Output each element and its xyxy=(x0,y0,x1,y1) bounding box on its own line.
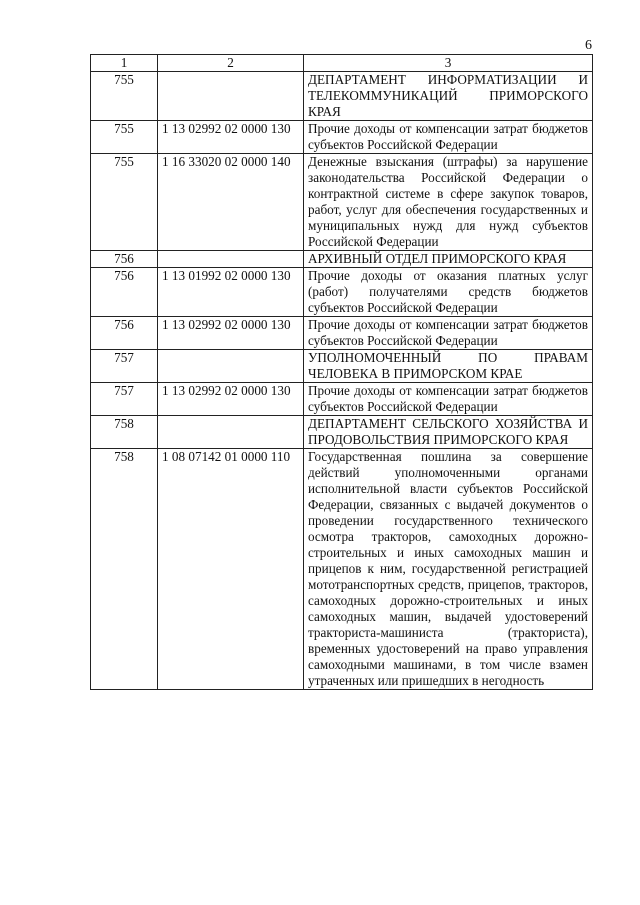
department-heading-cell: АРХИВНЫЙ ОТДЕЛ ПРИМОРСКОГО КРАЯ xyxy=(304,251,593,268)
description-cell: Прочие доходы от компенсации затрат бюджетов субъектов Российской Федерации xyxy=(304,383,593,416)
admin-code-cell: 756 xyxy=(91,317,158,350)
department-heading-cell: УПОЛНОМОЧЕННЫЙ ПО ПРАВАМ ЧЕЛОВЕКА В ПРИМОРСКОМ КРАЕ xyxy=(304,350,593,383)
column-header-description: 3 xyxy=(304,55,593,72)
description-cell: Прочие доходы от компенсации затрат бюджетов субъектов Российской Федерации xyxy=(304,317,593,350)
budget-code-cell xyxy=(158,72,304,121)
table-row xyxy=(91,268,593,317)
admin-code-cell: 755 xyxy=(91,154,158,251)
table-row xyxy=(91,154,593,251)
admin-code-cell: 758 xyxy=(91,449,158,690)
table-row xyxy=(91,383,593,416)
budget-classification-table xyxy=(90,54,593,690)
page-number: 6 xyxy=(585,38,592,53)
admin-code-cell: 755 xyxy=(91,121,158,154)
column-header-code: 2 xyxy=(158,55,304,72)
admin-code-cell: 757 xyxy=(91,383,158,416)
admin-code-cell: 756 xyxy=(91,268,158,317)
table-row xyxy=(91,416,593,449)
budget-code-cell xyxy=(158,416,304,449)
description-cell: Денежные взыскания (штрафы) за нарушение законодательства Российской Федерации о контрактной системе в сфере закупок товаров, работ, услуг для обеспечения государственных и муниципальных нужд для нужд субъектов Российской Федерации xyxy=(304,154,593,251)
budget-code-cell xyxy=(158,251,304,268)
admin-code-cell: 758 xyxy=(91,416,158,449)
description-cell: Государственная пошлина за совершение действий уполномоченными органами исполнительной власти субъектов Российской Федерации, связанных с выдачей документов о проведении государственного технического осмотра тракторов, самоходных дорожно-строительных и иных самоходных машин и прицепов к ним, государственной регистрацией мототранспортных средств, прицепов, тракторов, самоходных дорожно-строительных и иных самоходных машин, выдачей удостоверений тракториста-машиниста (тракториста), временных удостоверений на право управления самоходными машинами, в том числе взамен утраченных или пришедших в негодность xyxy=(304,449,593,690)
table-row xyxy=(91,350,593,383)
table-row xyxy=(91,251,593,268)
budget-code-cell: 1 16 33020 02 0000 140 xyxy=(158,154,304,251)
budget-code-cell: 1 08 07142 01 0000 110 xyxy=(158,449,304,690)
table-row xyxy=(91,317,593,350)
table-row xyxy=(91,121,593,154)
column-header-admin: 1 xyxy=(91,55,158,72)
department-heading-cell: ДЕПАРТАМЕНТ СЕЛЬСКОГО ХОЗЯЙСТВА И ПРОДОВОЛЬСТВИЯ ПРИМОРСКОГО КРАЯ xyxy=(304,416,593,449)
department-heading-cell: ДЕПАРТАМЕНТ ИНФОРМАТИЗАЦИИ И ТЕЛЕКОММУНИКАЦИЙ ПРИМОРСКОГО КРАЯ xyxy=(304,72,593,121)
budget-code-cell: 1 13 01992 02 0000 130 xyxy=(158,268,304,317)
table-row xyxy=(91,72,593,121)
admin-code-cell: 756 xyxy=(91,251,158,268)
budget-code-cell: 1 13 02992 02 0000 130 xyxy=(158,121,304,154)
budget-code-cell: 1 13 02992 02 0000 130 xyxy=(158,317,304,350)
admin-code-cell: 755 xyxy=(91,72,158,121)
description-cell: Прочие доходы от компенсации затрат бюджетов субъектов Российской Федерации xyxy=(304,121,593,154)
admin-code-cell: 757 xyxy=(91,350,158,383)
table-row xyxy=(91,449,593,690)
budget-code-cell xyxy=(158,350,304,383)
description-cell: Прочие доходы от оказания платных услуг (работ) получателями средств бюджетов субъектов Российской Федерации xyxy=(304,268,593,317)
table-header-row xyxy=(91,55,593,72)
budget-code-cell: 1 13 02992 02 0000 130 xyxy=(158,383,304,416)
